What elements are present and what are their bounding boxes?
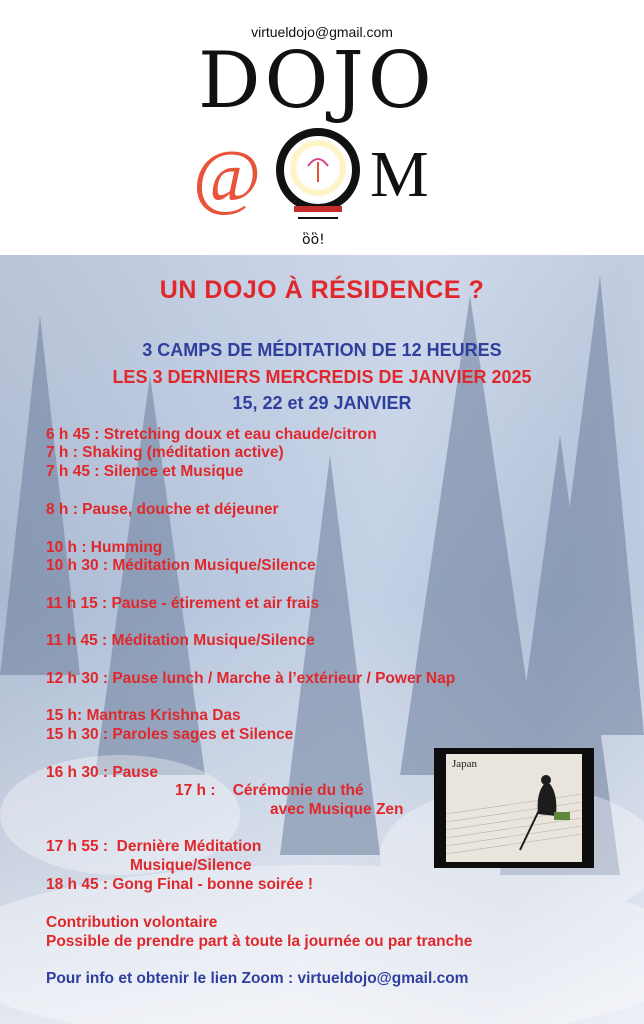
schedule-item: 17 h : Cérémonie du thé (175, 782, 364, 799)
contribution-text: Contribution volontaire (46, 914, 218, 931)
svg-text:ὃὃ!: ὃὃ! (302, 232, 325, 248)
logo-dojo-text: DOJO (198, 36, 436, 126)
logo-m-letter: M (370, 138, 429, 211)
schedule-item: 7 h 45 : Silence et Musique (46, 463, 244, 480)
logo-at-sign: @ (193, 136, 262, 218)
schedule-item: 16 h 30 : Pause (46, 764, 159, 781)
subtitle-camps: 3 CAMPS DE MÉDITATION DE 12 HEURES (142, 340, 502, 360)
contribution-detail: Possible de prendre part à toute la journée ou par tranche (46, 933, 473, 950)
schedule-item: 10 h 30 : Méditation Musique/Silence (46, 557, 316, 574)
schedule-item: 11 h 15 : Pause - étirement et air frais (46, 595, 320, 612)
info-zoom-link: Pour info et obtenir le lien Zoom : virtueldojo@gmail.com (46, 970, 469, 987)
header-email: virtueldojo@gmail.com (251, 24, 393, 40)
schedule-item: 10 h : Humming (46, 539, 163, 556)
album-cover-image (434, 748, 594, 868)
schedule-item: 15 h 30 : Paroles sages et Silence (46, 726, 294, 743)
subtitle-days: 15, 22 et 29 JANVIER (232, 393, 412, 413)
schedule-item: 17 h 55 : Dernière Méditation (46, 838, 262, 855)
schedule-item: 7 h : Shaking (méditation active) (46, 444, 284, 461)
subtitle-dates: LES 3 DERNIERS MERCREDIS DE JANVIER 2025 (112, 367, 532, 387)
schedule-item: 15 h: Mantras Krishna Das (46, 707, 241, 724)
monk-raking-icon (446, 754, 582, 862)
schedule-item: avec Musique Zen (270, 801, 404, 818)
schedule-item: 18 h 45 : Gong Final - bonne soirée ! (46, 876, 313, 893)
schedule-item: Musique/Silence (130, 857, 252, 874)
schedule-item: 12 h 30 : Pause lunch / Marche à l’extérieur / Power Nap (46, 670, 456, 687)
album-title: Japan (452, 758, 478, 770)
schedule-item: 11 h 45 : Méditation Musique/Silence (46, 632, 315, 649)
page-title: UN DOJO À RÉSIDENCE ? (159, 276, 485, 304)
schedule-item: 6 h 45 : Stretching doux et eau chaude/citron (46, 426, 377, 443)
schedule-item: 8 h : Pause, douche et déjeuner (46, 501, 279, 518)
